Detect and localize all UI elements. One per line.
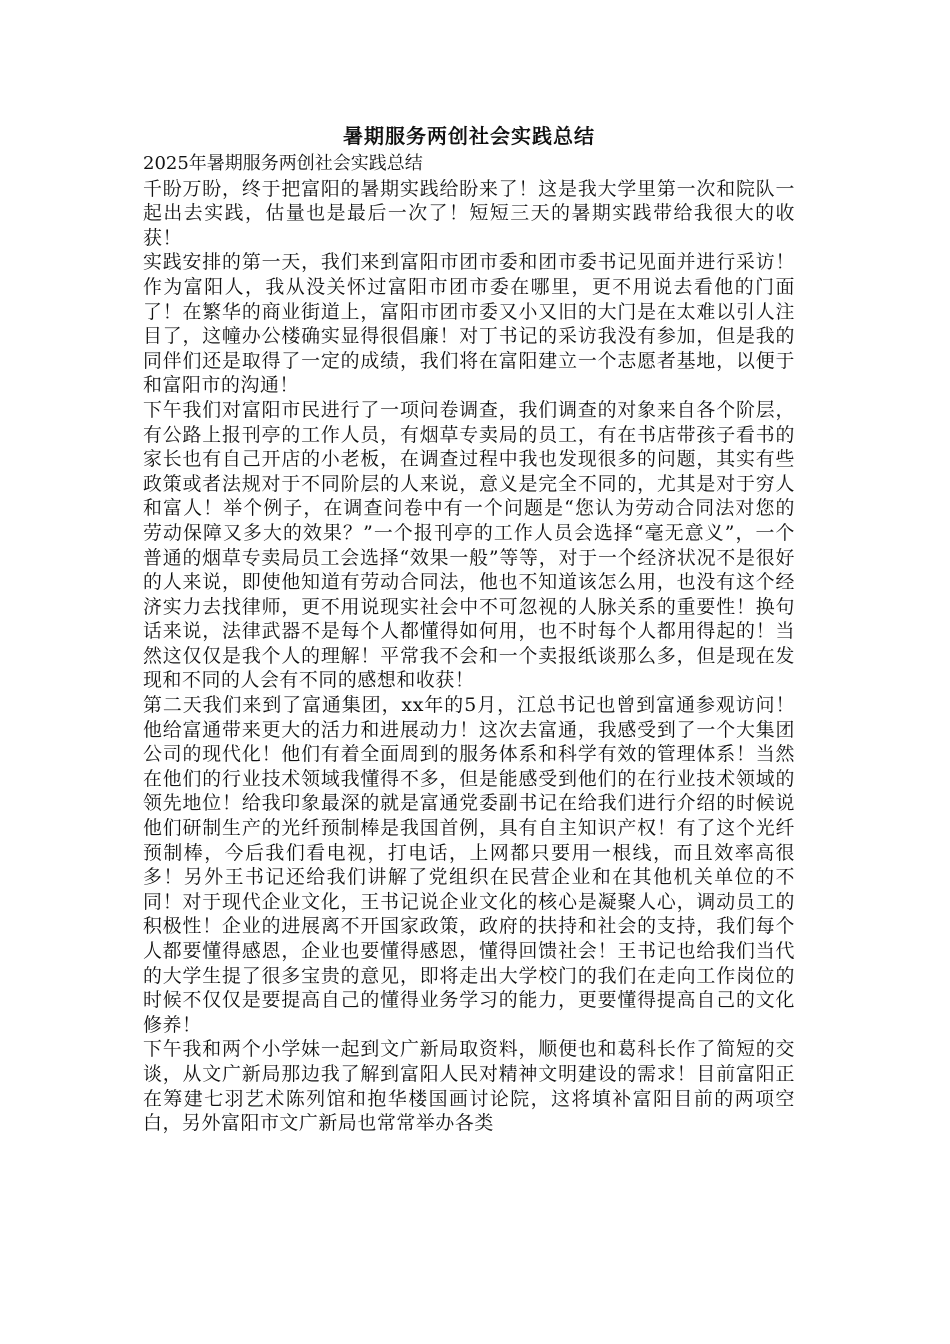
document-page (143, 122, 795, 1136)
paragraph-4: 第二天我们来到了富通集团，xx年的5月，江总书记也曾到富通参观访问！他给富通带来更大的活力和进展动力！这次去富通，我感受到了一个大集团公司的现代化！他们有着全面周到的服务体系和科学有效的管理体系！当然在他们的行业技术领域我懂得不多，但是能感受到他们的在行业技术领域的领先地位！给我印象最深的就是富通党委副书记在给我们进行介绍的时候说他们研制生产的光纤预制棒是我国首例，具有自主知识产权！有了这个光纤预制棒，今后我们看电视，打电话，上网都只要用一根线，而且效率高很多！另外王书记还给我们讲解了党组织在民营企业和在其他机关单位的不同！对于现代企业文化，王书记说企业文化的核心是凝聚人心，调动员工的积极性！企业的进展离不开国家政策，政府的扶持和社会的支持，我们每个人都要懂得感恩，企业也要懂得感恩，懂得回馈社会！王书记也给我们当代的大学生提了很多宝贵的意见，即将走出大学校门的我们在走向工作岗位的时候不仅仅是要提高自己的懂得业务学习的能力，更要懂得提高自己的文化修养！ (143, 694, 795, 1036)
paragraph-3: 下午我们对富阳市民进行了一项问卷调查，我们调查的对象来自各个阶层，有公路上报刊亭的工作人员，有烟草专卖局的员工，有在书店带孩子看书的家长也有自己开店的小老板，在调查过程中我也发现很多的问题，其实有些政策或者法规对于不同阶层的人来说，意义是完全不同的，尤其是对于穷人和富人！举个例子，在调查问卷中有一个问题是“您认为劳动合同法对您的劳动保障又多大的效果？”一个报刊亭的工作人员会选择“毫无意义”，一个普通的烟草专卖局员工会选择“效果一般”等等，对于一个经济状况不是很好的人来说，即使他知道有劳动合同法，他也不知道该怎么用，也没有这个经济实力去找律师，更不用说现实社会中不可忽视的人脉关系的重要性！换句话来说，法律武器不是每个人都懂得如何用，也不时每个人都用得起的！当然这仅仅是我个人的理解！平常我不会和一个卖报纸谈那么多，但是现在发现和不同的人会有不同的感想和收获！ (143, 398, 795, 692)
paragraph-1: 千盼万盼，终于把富阳的暑期实践给盼来了！这是我大学里第一次和院队一起出去实践，估量也是最后一次了！短短三天的暑期实践带给我很大的收获！ (143, 177, 795, 249)
paragraph-5: 下午我和两个小学妹一起到文广新局取资料，顺便也和葛科长作了简短的交谈，从文广新局那边我了解到富阳人民对精神文明建设的需求！目前富阳正在筹建七羽艺术陈列馆和抱华楼国画讨论院，这将填补富阳目前的两项空白，另外富阳市文广新局也常常举办各类 (143, 1038, 795, 1135)
document-subtitle: 2025年暑期服务两创社会实践总结 (143, 153, 423, 174)
document-title: 暑期服务两创社会实践总结 (343, 124, 595, 148)
paragraph-2: 实践安排的第一天，我们来到富阳市团市委和团市委书记见面并进行采访！作为富阳人，我从没关怀过富阳市团市委在哪里，更不用说去看他的门面了！在繁华的商业街道上，富阳市团市委又小又旧的大门是在太难以引人注目了，这幢办公楼确实显得很倡廉！对丁书记的采访我没有参加，但是我的同伴们还是取得了一定的成绩，我们将在富阳建立一个志愿者基地，以便于和富阳市的沟通！ (143, 251, 795, 397)
